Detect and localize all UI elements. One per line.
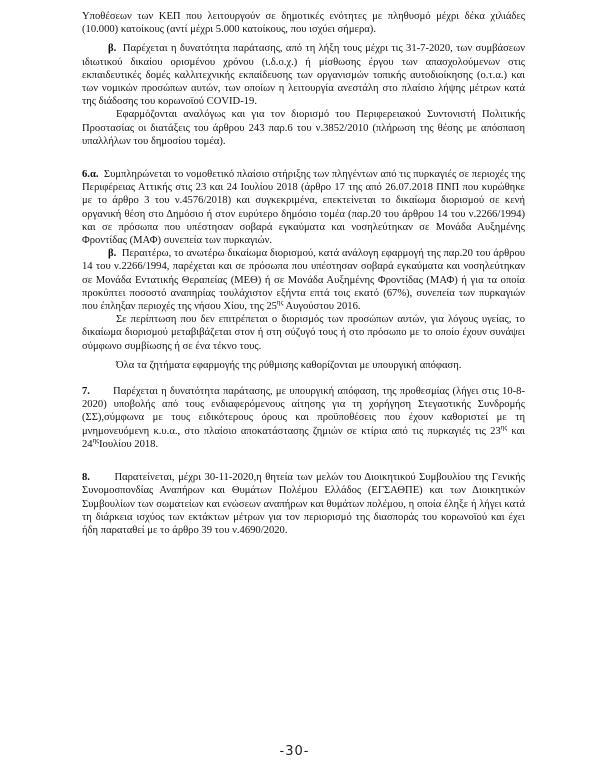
paragraph-number: β. [108,43,117,55]
superscript-ordinal: ης [500,423,508,432]
superscript-ordinal: ης [92,436,100,445]
paragraph-6b [82,247,525,313]
paragraph-beta-1 [82,42,525,108]
intro-paragraph: Υποθέσεων των ΚΕΠ που λειτουργούν σε δημοτικές ενότητες με πληθυσμό μέχρι δέκα χιλιάδες (10.000) κατοίκους (αντί μέχρι 5.000 κατοίκους, που ισχύει σήμερα). [82,11,525,36]
paragraph-6a [82,168,525,247]
paragraph-text-end: Ιουλίου 2018. [99,438,159,450]
paragraph-number: 7. [82,386,90,398]
paragraph-6b-continuation-1: Σε περίπτωση που δεν επιτρέπεται ο διορισμός των προσώπων αυτών, για λόγους υγείας, το δικαίωμα διορισμού μεταβιβάζεται στον ή στη σύζυγό τους ή στο πρόσωπο με το οποίο έχουν συνάψει σύμφωνο συμβίωσης ή σε ένα τέκνο τους. [82,314,525,352]
paragraph-number: 6.α. [82,169,99,181]
paragraph-text-mid: και 24 [82,425,525,450]
paragraph-number: 8. [82,472,90,484]
paragraph-beta-1-continuation: Εφαρμόζονται αναλόγως και για τον διορισμό του Περιφερειακού Συντονιστή Πολιτικής Προστασίας οι διατάξεις του άρθρου 243 παρ.6 του ν.3852/2010 (πλήρωση της θέσης με απόσπαση υπαλλήλων του δημοσίου τομέα). [82,109,525,147]
paragraph-text: Παρατείνεται, μέχρι 30-11-2020,η θητεία των μελών του Διοικητικού Συμβουλίου της Γενικής Συνομοσπονδίας Αναπήρων και Θυμάτων Πολέμου Ελλάδος (ΕΓΣΑΘΠΕ) και των Διοικητικών Συμβουλίων των σωματείων και ενώσεων αναπήρων και θυμάτων πολέμου, η οποία έληξε ή λήγει κατά τη διάρκεια ισχύος των εκτάκτων μέτρων για τον περιορισμό της διασποράς του κορωνοϊού και έχει ήδη παραταθεί με το άρθρο 39 του ν.4690/2020. [82,472,525,536]
page-number: -30- [279,744,310,759]
paragraph-text: Συμπληρώνεται το νομοθετικό πλαίσιο στήριξης των πληγέντων από τις πυρκαγιές σε περιοχές της Περιφέρειας Αττικής στις 23 και 24 Ιουλίου 2018 (άρθρο 17 της από 26.07.2018 ΠΝΠ που κυρώθηκε με το άρθρο 3 του ν.4576/2018) και συγκεκριμένα, επεκτείνεται το δικαίωμα διορισμού σε κενή οργανική θέση στο Δημόσιο ή στον ευρύτερο δημόσιο τομέα (παρ.20 του άρθρου 14 του ν.2266/1994) και σε πρόσωπα που υπέστησαν σοβαρά εγκαύματα και νοσηλεύτηκαν σε Μονάδα Αυξημένης Φροντίδας (ΜΑΦ) συνεπεία των πυρκαγιών. [82,169,525,247]
document-body [82,10,525,537]
superscript-ordinal: ης [276,298,284,307]
paragraph-text: Περαιτέρω, το ανωτέρω δικαίωμα διορισμού, κατά ανάλογη εφαρμογή της παρ.20 του άρθρου 14 του ν.2266/1994, παρέχεται και σε πρόσωπα που υπέστησαν σοβαρά εγκαύματα και νοσηλεύτηκαν σε Μονάδα Εντατικής Θεραπείας (ΜΕΘ) ή σε Μονάδα Αυξημένης Φροντίδας (ΜΑΦ) ή για τα οποία προκύπτει ποσοστό αναπηρίας τουλάχιστον εξήντα επτά τοις εκατό (67%), συνεπεία των πυρκαγιών που έπληξαν περιοχές της νήσου Χίου, της 25 [82,248,526,313]
paragraph-6b-continuation-2: Όλα τα ζητήματα εφαρμογής της ρύθμισης καθορίζονται με υπουργική απόφαση. [116,359,462,371]
paragraph-text: Παρέχεται η δυνατότητα παράτασης, με υπουργική απόφαση, της προθεσμίας (λήγει στις 10-8-2020) υποβολής από τους ενδιαφερόμενους αίτησης για τη χορήγηση Στεγαστικής Συνδρομής (ΣΣ),σύμφωνα με τους ειδικότερους όρους και προϋποθέσεις που έχουν καθοριστεί με τη μνημονευόμενη κ.υ.α., στο πλαίσιο αποκατάστασης ζημιών σε κτίρια από τις πυρκαγιές τις 23 [82,386,526,437]
paragraph-text-end: Αυγούστου 2016. [283,301,361,313]
paragraph-text: Παρέχεται η δυνατότητα παράτασης, από τη λήξη τους μέχρι τις 31-7-2020, των συμβάσεων ιδιωτικού δικαίου ορισμένου χρόνου (ι.δ.ο.χ.) ή μίσθωσης έργου των απασχολούμενων στις εκπαιδευτικές δομές καλλιτεχνικής εκπαίδευσης των οργανισμών τοπικής αυτοδιοίκησης (ο.τ.α.) και των νομικών προσώπων αυτών, των οποίων η λειτουργία ανεστάλη στο πλαίσιο λήψης μέτρων κατά της διάδοσης του κορωνοϊού COVID-19. [82,43,525,108]
paragraph-8 [82,471,525,537]
paragraph-7 [82,385,525,451]
paragraph-number: β. [108,248,117,260]
